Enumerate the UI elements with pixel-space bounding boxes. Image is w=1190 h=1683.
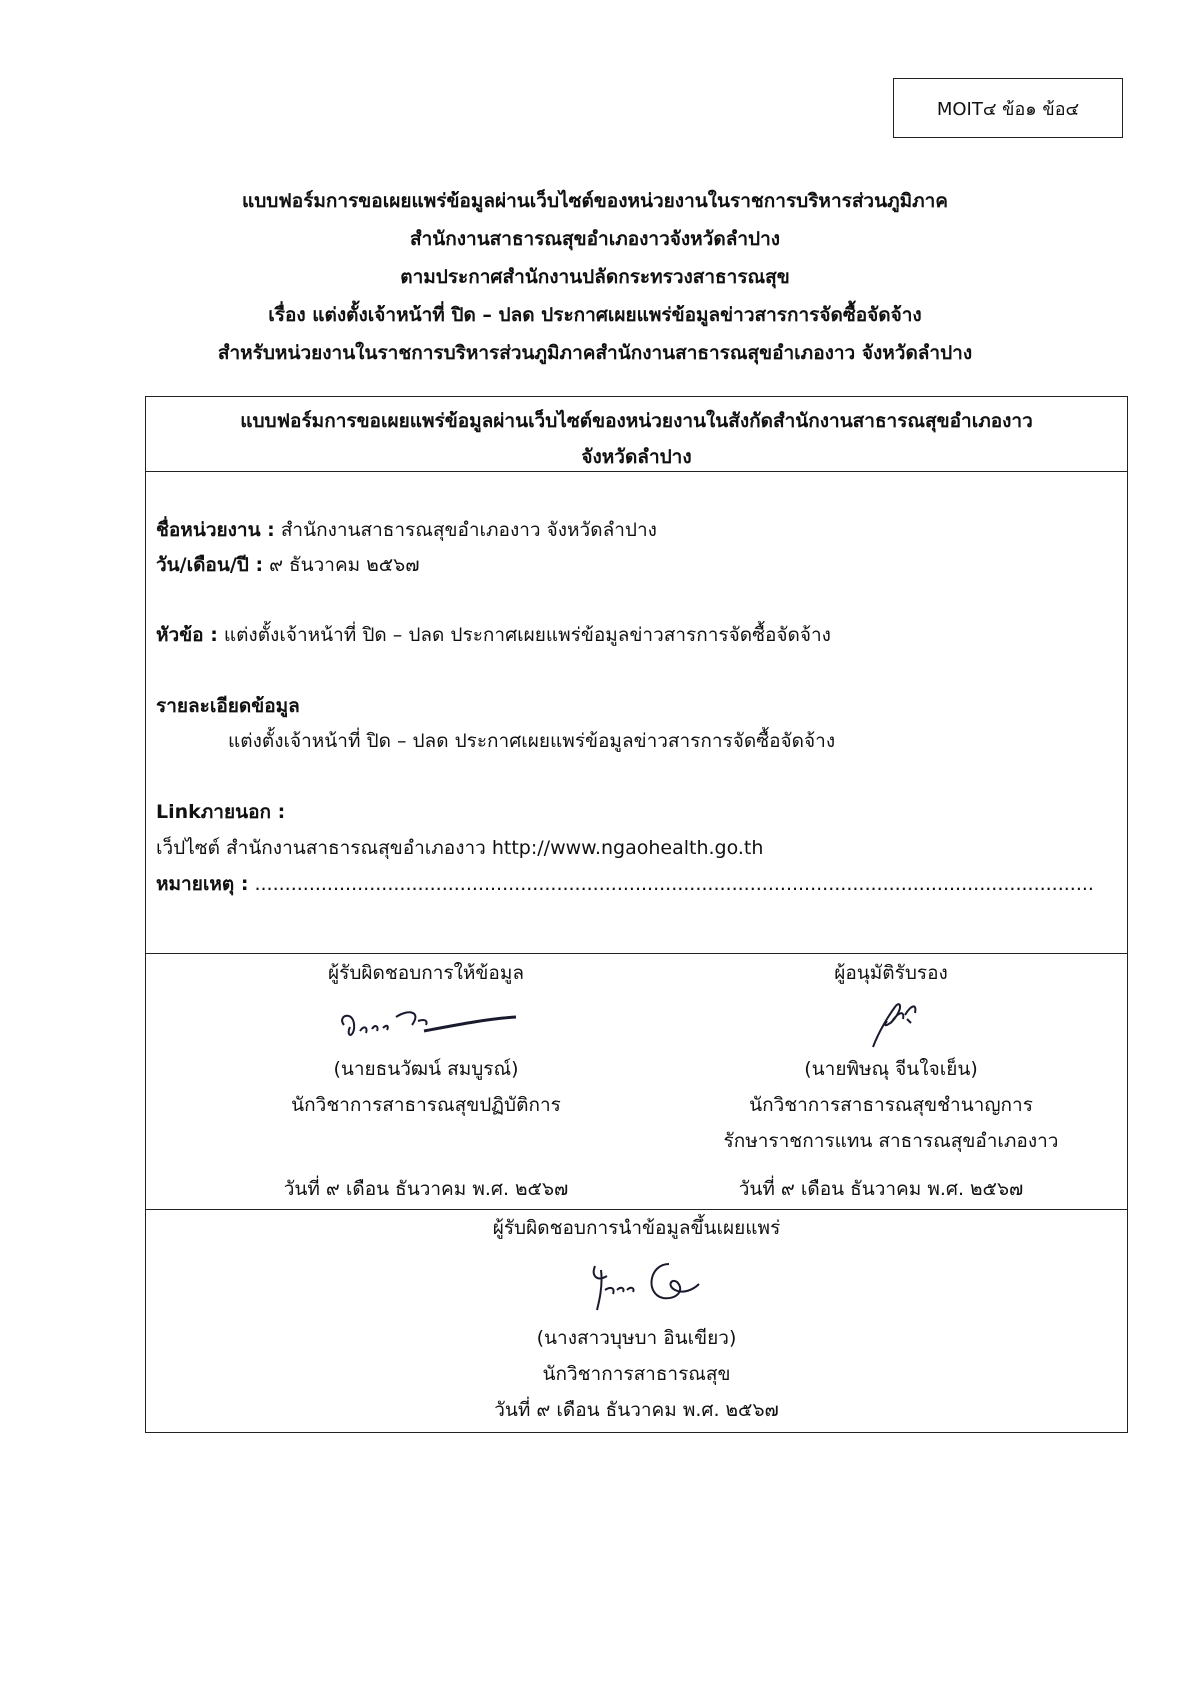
detail-label: รายละเอียดข้อมูล xyxy=(156,695,300,717)
form-title xyxy=(146,403,1127,475)
divider-signatures xyxy=(146,953,1127,954)
signature-publisher xyxy=(146,1210,1127,1428)
provider-role: ผู้รับผิดชอบการให้ข้อมูล xyxy=(328,962,524,984)
provider-position: นักวิชาการสาธารณสุขปฏิบัติการ xyxy=(291,1094,561,1116)
heading-line-4: เรื่อง แต่งตั้งเจ้าหน้าที่ ปิด – ปลด ประกาศเผยแพร่ข้อมูลข่าวสารการจัดซื้อจัดจ้าง xyxy=(268,304,922,326)
unit-label: ชื่อหน่วยงาน : xyxy=(156,519,275,541)
unit-row xyxy=(156,515,657,545)
publisher-date: วันที่ ๙ เดือน ธันวาคม พ.ศ. ๒๕๖๗ xyxy=(494,1399,779,1421)
page-heading xyxy=(60,182,1130,372)
link-label: Linkภายนอก : xyxy=(156,801,286,823)
link-value: เว็ปไซต์ สำนักงานสาธารณสุขอำเภองาว http://www.ngaohealth.go.th xyxy=(156,837,764,859)
detail-value: แต่งตั้งเจ้าหน้าที่ ปิด – ปลด ประกาศเผยแพร่ข้อมูลข่าวสารการจัดซื้อจัดจ้าง xyxy=(228,730,836,752)
publisher-role: ผู้รับผิดชอบการนำข้อมูลขึ้นเผยแพร่ xyxy=(492,1217,781,1239)
form-title-line-2: จังหวัดลำปาง xyxy=(581,446,692,468)
subject-value: แต่งตั้งเจ้าหน้าที่ ปิด – ปลด ประกาศเผยแพร่ข้อมูลข่าวสารการจัดซื้อจัดจ้าง xyxy=(217,624,831,646)
signature-approver xyxy=(706,955,1076,1159)
date-value: ๙ ธันวาคม ๒๕๖๗ xyxy=(263,554,420,576)
note-label: หมายเหตุ : xyxy=(156,873,249,895)
approver-signature xyxy=(791,995,991,1051)
publication-form xyxy=(145,396,1128,1433)
publisher-name: (นางสาวบุษบา อินเขียว) xyxy=(536,1327,737,1349)
approver-role: ผู้อนุมัติรับรอง xyxy=(834,962,948,984)
provider-signature xyxy=(326,995,526,1051)
unit-value: สำนักงานสาธารณสุขอำเภองาว จังหวัดลำปาง xyxy=(274,519,657,541)
approver-acting: รักษาราชการแทน สาธารณสุขอำเภองาว xyxy=(723,1130,1059,1152)
date-row xyxy=(156,550,420,580)
provider-date: วันที่ ๙ เดือน ธันวาคม พ.ศ. ๒๕๖๗ xyxy=(283,1178,569,1200)
approver-date: วันที่ ๙ เดือน ธันวาคม พ.ศ. ๒๕๖๗ xyxy=(738,1178,1024,1200)
publisher-signature xyxy=(537,1250,737,1320)
publisher-position: นักวิชาการสาธารณสุข xyxy=(542,1363,731,1385)
provider-name: (นายธนวัฒน์ สมบูรณ์) xyxy=(333,1058,519,1080)
heading-line-3: ตามประกาศสำนักงานปลัดกระทรวงสาธารณสุข xyxy=(400,266,790,288)
subject-label: หัวข้อ : xyxy=(156,624,218,646)
approver-position: นักวิชาการสาธารณสุขชำนาญการ xyxy=(749,1094,1033,1116)
document-code: MOIT๔ ข้อ๑ ข้อ๔ xyxy=(936,98,1080,120)
note-row xyxy=(156,869,1094,899)
heading-line-1: แบบฟอร์มการขอเผยแพร่ข้อมูลผ่านเว็บไซต์ของหน่วยงานในราชการบริหารส่วนภูมิภาค xyxy=(241,190,949,212)
date-label: วัน/เดือน/ปี : xyxy=(156,554,264,576)
detail-label-row xyxy=(156,691,300,721)
heading-line-5: สำหรับหน่วยงานในราชการบริหารส่วนภูมิภาคสำนักงานสาธารณสุขอำเภองาว จังหวัดลำปาง xyxy=(217,342,973,364)
signature-provider xyxy=(266,955,586,1123)
subject-row xyxy=(156,620,831,650)
link-label-row xyxy=(156,797,285,827)
approver-name: (นายพิษณุ จีนใจเย็น) xyxy=(804,1058,978,1080)
heading-line-2: สำนักงานสาธารณสุขอำเภองาวจังหวัดลำปาง xyxy=(409,228,781,250)
note-value: ........................................................................................................................................... xyxy=(248,873,1094,895)
document-code-box xyxy=(893,78,1123,138)
form-title-line-1: แบบฟอร์มการขอเผยแพร่ข้อมูลผ่านเว็บไซต์ของหน่วยงานในสังกัดสำนักงานสาธารณสุขอำเภองาว xyxy=(240,410,1033,432)
divider-title xyxy=(146,471,1127,472)
